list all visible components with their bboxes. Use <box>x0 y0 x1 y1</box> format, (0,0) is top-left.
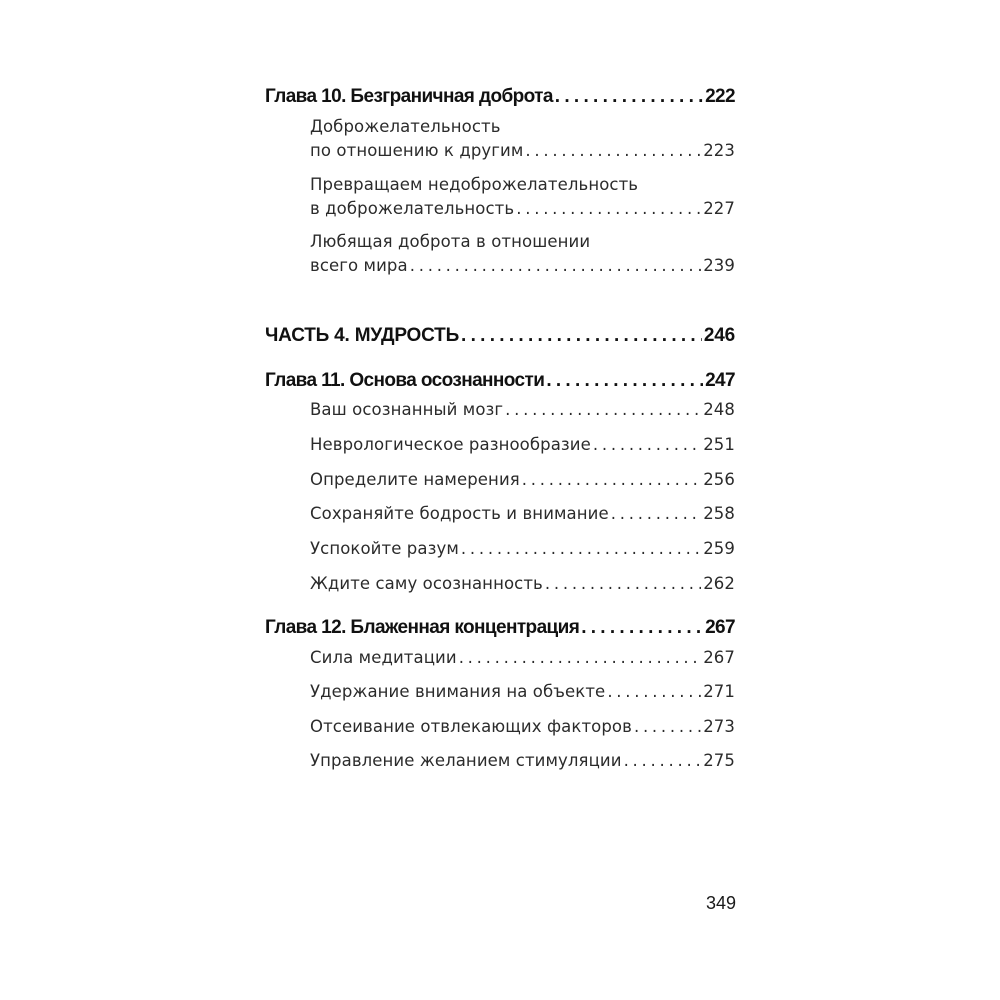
dot-leader <box>555 86 703 108</box>
toc-part-4 <box>265 325 735 347</box>
toc-entry-title-line1: Превращаем недоброжелательность <box>310 175 639 194</box>
dot-leader <box>545 574 701 593</box>
toc-entry-page: 222 <box>705 86 735 107</box>
toc-entry-title: Управление желанием стимуляции <box>310 751 622 770</box>
toc-entry-page: 259 <box>703 539 735 558</box>
toc-entry <box>310 435 735 454</box>
toc-entry <box>310 400 735 419</box>
toc-entry-title: в доброжелательность <box>310 199 515 218</box>
toc-entry-title: Определите намерения <box>310 470 520 489</box>
toc-entry-page: 267 <box>705 617 735 638</box>
toc-entry-page: 246 <box>703 325 735 346</box>
toc-entry-title: Глава 11. Основа осознанности <box>265 370 545 391</box>
dot-leader <box>516 199 701 218</box>
dot-leader <box>607 682 701 701</box>
dot-leader <box>410 256 701 275</box>
toc-entry-page: 227 <box>703 199 735 218</box>
toc-entry <box>310 470 735 489</box>
dot-leader <box>634 717 701 736</box>
toc-entry-title: Ждите саму осознанность <box>310 574 543 593</box>
toc-entry-page: 271 <box>703 682 735 701</box>
toc-entry-title: Сохраняйте бодрость и внимание <box>310 504 609 523</box>
toc-entry-page: 262 <box>703 574 735 593</box>
toc-entry <box>310 504 735 523</box>
toc-entry-title: ЧАСТЬ 4. МУДРОСТЬ <box>265 325 460 346</box>
toc-entry-title-line1: Любящая доброта в отношении <box>310 232 591 251</box>
dot-leader <box>581 617 703 639</box>
toc-entry <box>310 751 735 770</box>
toc-entry-page: 239 <box>703 256 735 275</box>
toc-entry <box>310 682 735 701</box>
toc-entry-page: 267 <box>703 648 735 667</box>
toc-entry-page: 258 <box>703 504 735 523</box>
dot-leader <box>611 504 701 523</box>
toc-entry-title-line1: Доброжелательность <box>310 117 501 136</box>
toc-entry-page: 223 <box>703 141 735 160</box>
toc-entry-title: Ваш осознанный мозг <box>310 400 504 419</box>
dot-leader <box>525 141 701 160</box>
toc-chapter-12 <box>265 617 735 639</box>
toc-entry <box>310 717 735 736</box>
toc-entry-page: 251 <box>703 435 735 454</box>
toc-entry-page: 273 <box>703 717 735 736</box>
toc-entry-page: 275 <box>703 751 735 770</box>
toc-entry-page: 256 <box>703 470 735 489</box>
toc-entry-page: 247 <box>705 370 735 391</box>
dot-leader <box>624 751 702 770</box>
dot-leader <box>522 470 701 489</box>
toc-entry-page: 248 <box>703 400 735 419</box>
dot-leader <box>505 400 701 419</box>
toc-entry <box>310 141 735 160</box>
dot-leader <box>546 370 703 392</box>
toc-entry <box>310 539 735 558</box>
toc-entry-title: Удержание внимания на объекте <box>310 682 606 701</box>
toc-entry-title: Неврологическое разнообразие <box>310 435 591 454</box>
toc-entry-title: Отсеивание отвлекающих факторов <box>310 717 632 736</box>
toc-entry-title: Глава 10. Безграничная доброта <box>265 86 553 107</box>
toc-entry <box>310 648 735 667</box>
dot-leader <box>459 648 702 667</box>
toc-chapter-10 <box>265 86 735 108</box>
toc-entry <box>310 199 735 218</box>
toc-entry <box>310 574 735 593</box>
toc-entry <box>310 256 735 275</box>
dot-leader <box>593 435 701 454</box>
toc-entry-title: Сила медитации <box>310 648 457 667</box>
toc-chapter-11 <box>265 370 735 392</box>
toc-entry-title: по отношению к другим <box>310 141 524 160</box>
toc-entry-title: Глава 12. Блаженная концентрация <box>265 617 580 638</box>
toc-entry-title: всего мира <box>310 256 408 275</box>
page-number: 349 <box>705 893 736 913</box>
toc-entry-title: Успокойте разум <box>310 539 459 558</box>
dot-leader <box>461 539 701 558</box>
dot-leader <box>461 325 702 347</box>
